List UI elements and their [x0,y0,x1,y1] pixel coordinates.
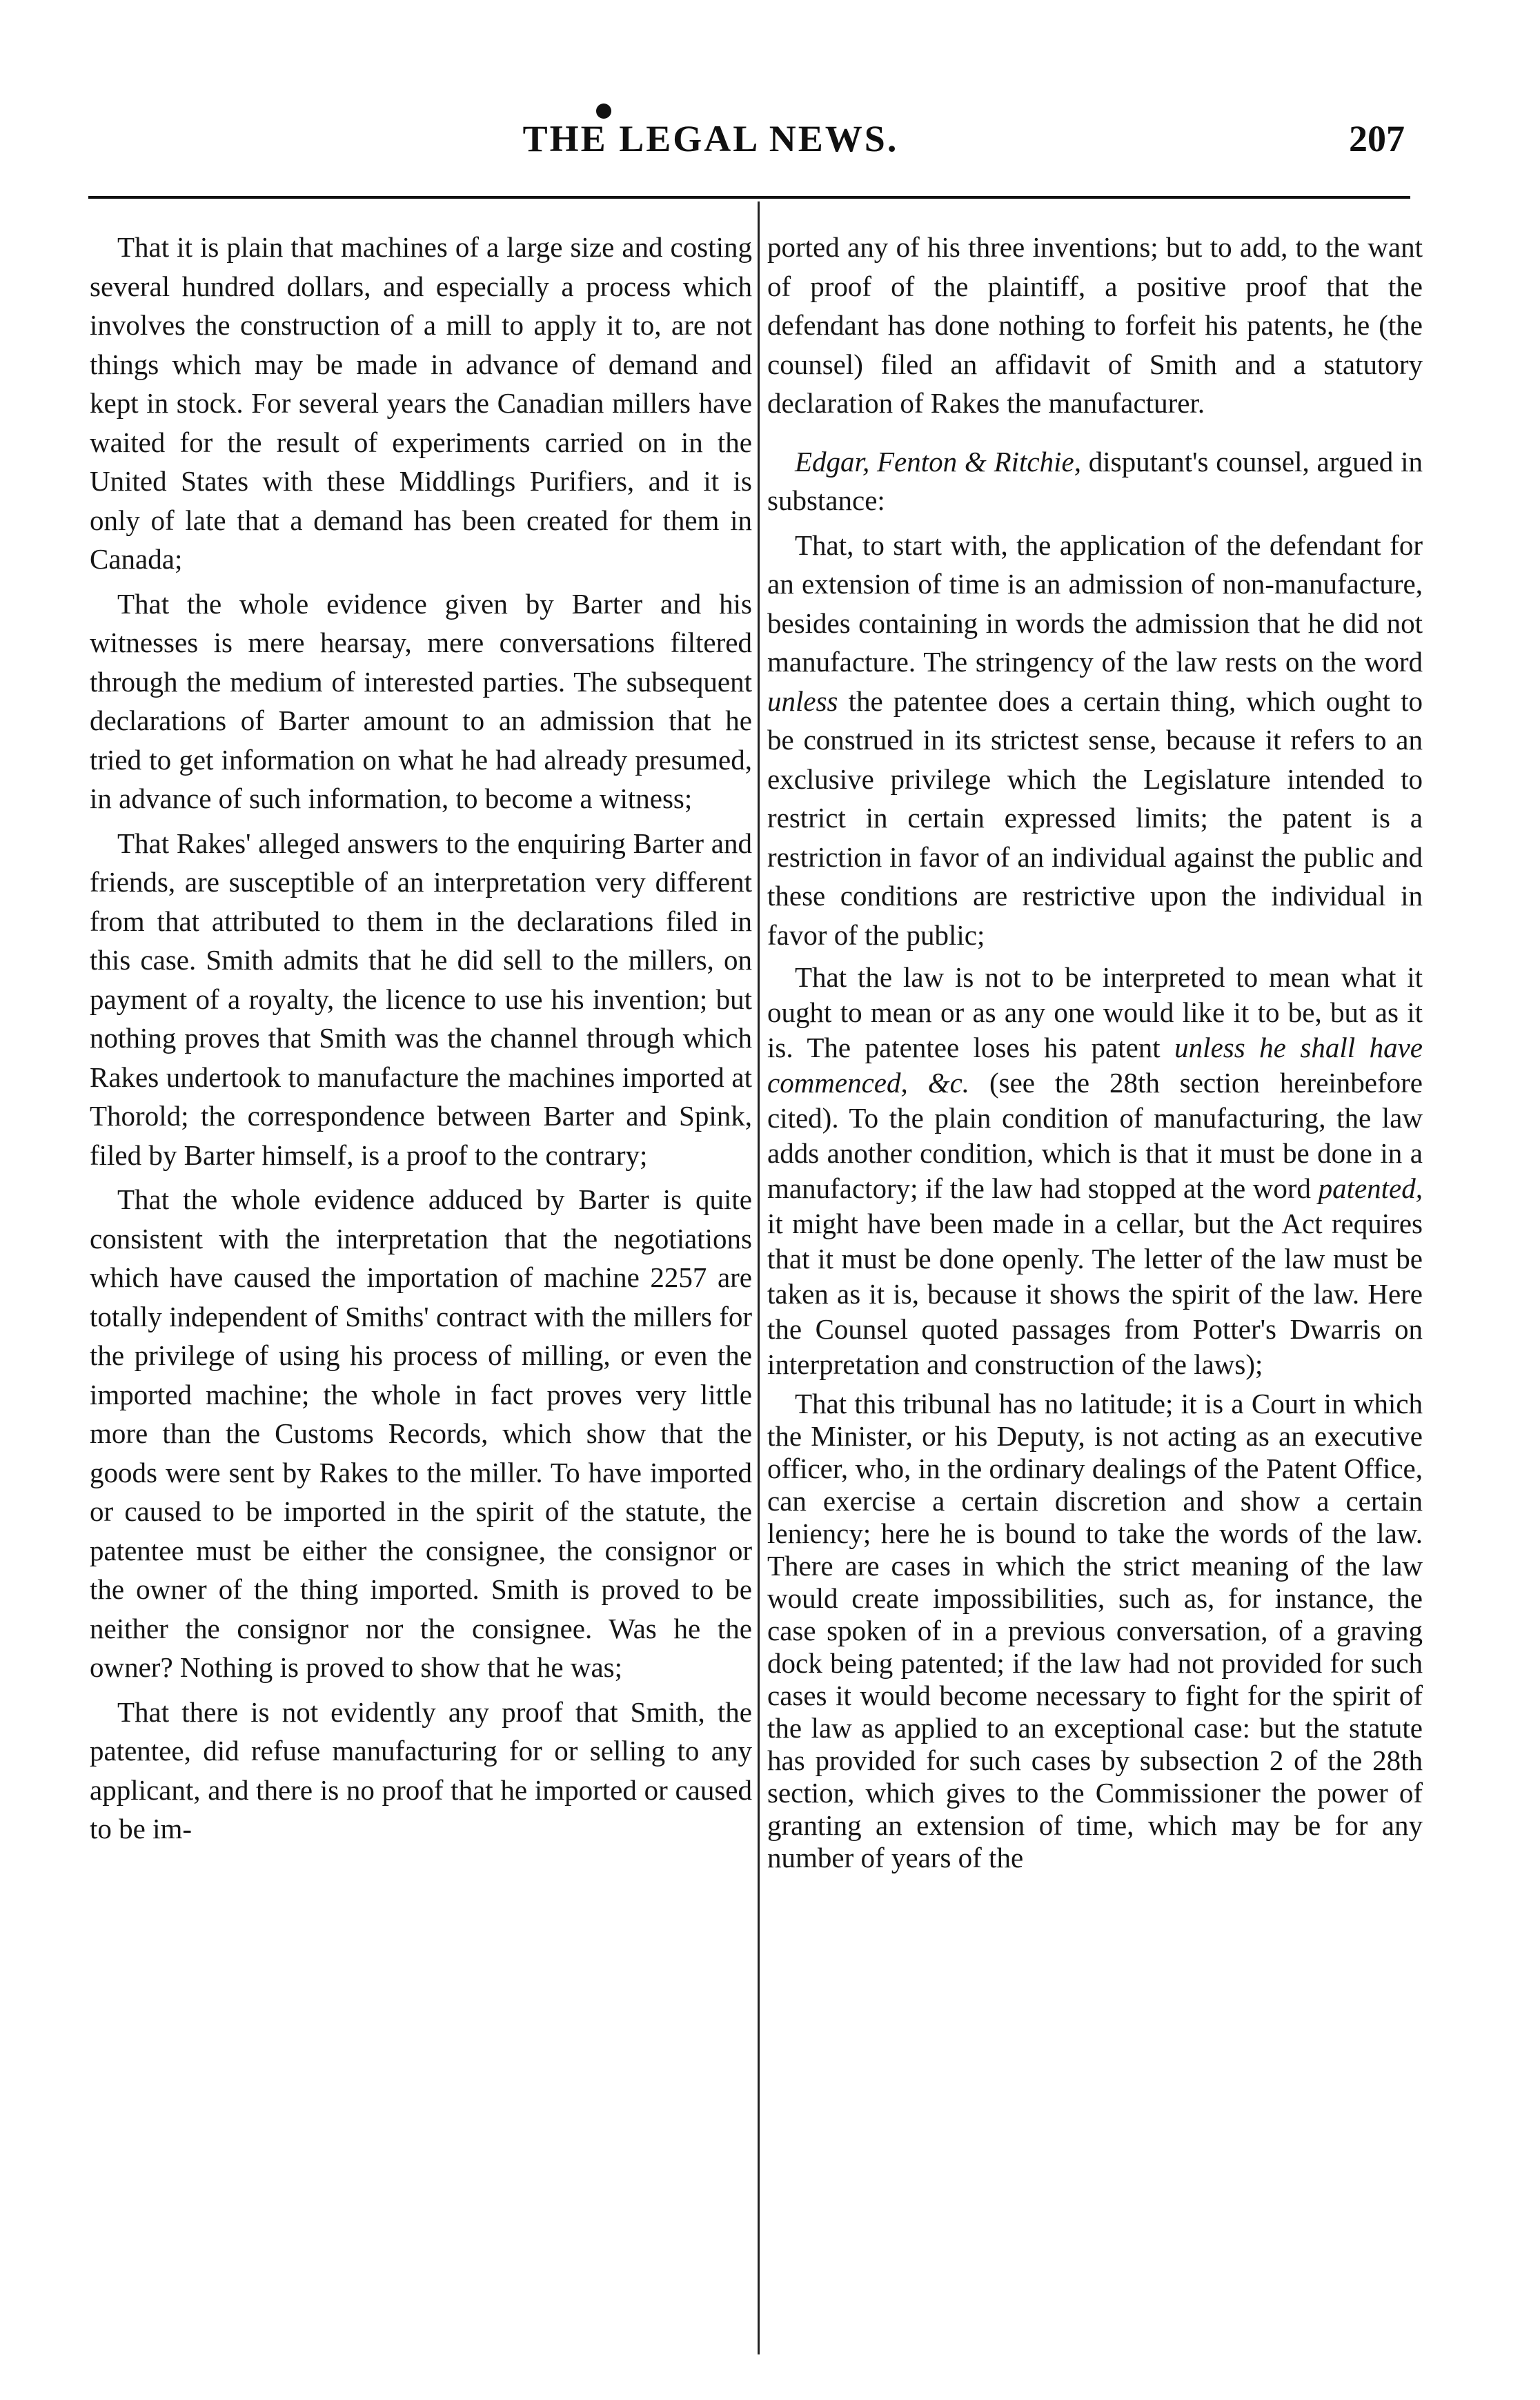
paragraph-text: the patentee does a certain thing, which ought to be construed in its strictest sense, because it refers to an exclusive privilege which the Legislature intended to restrict in certain expressed limits; the patent is a restriction in favor of an individual against the public and these conditions are restrictive upon the individual in favor of the public; [767,685,1423,951]
paragraph-text: That, to start with, the application of the defendant for an extension of time is an admission of non-manufacture, besides containing in words the admission that he did not manufacture. The stringency of the law rests on the word [767,529,1423,678]
ornament-icon [596,104,611,119]
paragraph-text: That the law is not to be interpreted to mean what it ought to mean or as any one would like it to be, but as it is. The patentee loses his patent [767,961,1423,1063]
emphasis: unless he shall have commenced, &c. [767,1032,1423,1099]
emphasis: patented, [1318,1172,1423,1204]
emphasis: unless [767,685,838,717]
page-title: THE LEGAL NEWS. [522,118,899,159]
paragraph: That there is not evidently any proof that Smith, the patentee, did refuse manufacturing for or selling to any applicant, and there is no proof that he imported or caused to be im- [90,1695,752,1845]
counsel-name: Edgar, Fenton & Ritchie, [795,445,1081,478]
left-column [90,228,752,1854]
header-rule [88,196,1410,199]
paragraph-text: disputant's counsel, argued in substance: [767,445,1423,516]
paragraph: That this tribunal has no latitude; it is a Court in which the Minister, or his Deputy, is not acting as an executive officer, who, in the ordinary dealings of the Patent Office, can exercise a certain discretion and show a certain leniency; here he is bound to take the words of the law. There are cases in which the strict meaning of the law would create impossibilities, such as, for instance, the case spoken of in a previous conversation, of a graving dock being patented; if the law had not provided for such cases it would become necessary to fight for the spirit of the law as applied to an exceptional case: but the statute has provided for such cases by subsection 2 of the 28th section, which gives to the Commissioner the power of granting an extension of time, which may be for any number of years of the [767,1388,1423,1873]
paragraph: That the whole evidence adduced by Barter is quite consistent with the interpretation that the negotiations which have caused the importation of machine 2257 are totally independent of Smiths' contract with the millers for the privilege of using his process of milling, or even the imported machine; the whole in fact proves very little more than the Customs Records, which show that the goods were sent by Rakes to the miller. To have imported or caused to be imported in the spirit of the statute, the patentee must be either the consignee, the consignor or the owner of the thing imported. Smith is proved to be neither the consignor nor the consignee. Was he the owner? Nothing is proved to show that he was; [90,1183,752,1683]
paragraph: ported any of his three inventions; but to add, to the want of proof of the plaintiff, a positive proof that the defendant has done nothing to forfeit his patents, he (the counsel) filed an affidavit of Smith and a statutory declaration of Rakes the manufacturer. [767,231,1423,419]
right-column [767,228,1423,1880]
paragraph [767,526,1423,955]
paragraph-text: (see the 28th section hereinbefore cited). To the plain condition of manufacturing, the law adds another condition, which is that it must be done in a manufactory; if the law had stopped at the word [767,1067,1423,1204]
paragraph-text: it might have been made in a cellar, but the Act requires that it must be done openly. The letter of the law must be taken as it is, because it shows the spirit of the law. Here the Counsel quoted passages from Potter's Dwarris on interpretation and construction of the laws); [767,1208,1423,1380]
paragraph: That Rakes' alleged answers to the enquiring Barter and friends, are susceptible of an interpretation very different from that attributed to them in the declarations filed in this case. Smith admits that he did sell to the millers, on payment of a royalty, the licence to use his invention; but nothing proves that Smith was the channel through which Rakes undertook to manufacture the machines imported at Thorold; the correspondence between Barter and Spink, filed by Barter himself, is a proof to the contrary; [90,827,752,1171]
column-divider [758,201,760,2354]
paragraph: That the whole evidence given by Barter and his witnesses is mere hearsay, mere conversations filtered through the medium of interested parties. The subsequent declarations of Barter amount to an admission that he tried to get information on what he had already presumed, in advance of such information, to become a witness; [90,587,752,814]
paragraph [767,442,1423,520]
paragraph [767,960,1423,1382]
page-number: 207 [1349,118,1405,159]
paragraph: That it is plain that machines of a large size and costing several hundred dollars, and especially a process which involves the construction of a mill to apply it to, are not things which may be made in advance of demand and kept in stock. For several years the Canadian millers have waited for the result of experiments carried on in the United States with these Middlings Purifiers, and it is only of late that a demand has been created for them in Canada; [90,231,752,575]
